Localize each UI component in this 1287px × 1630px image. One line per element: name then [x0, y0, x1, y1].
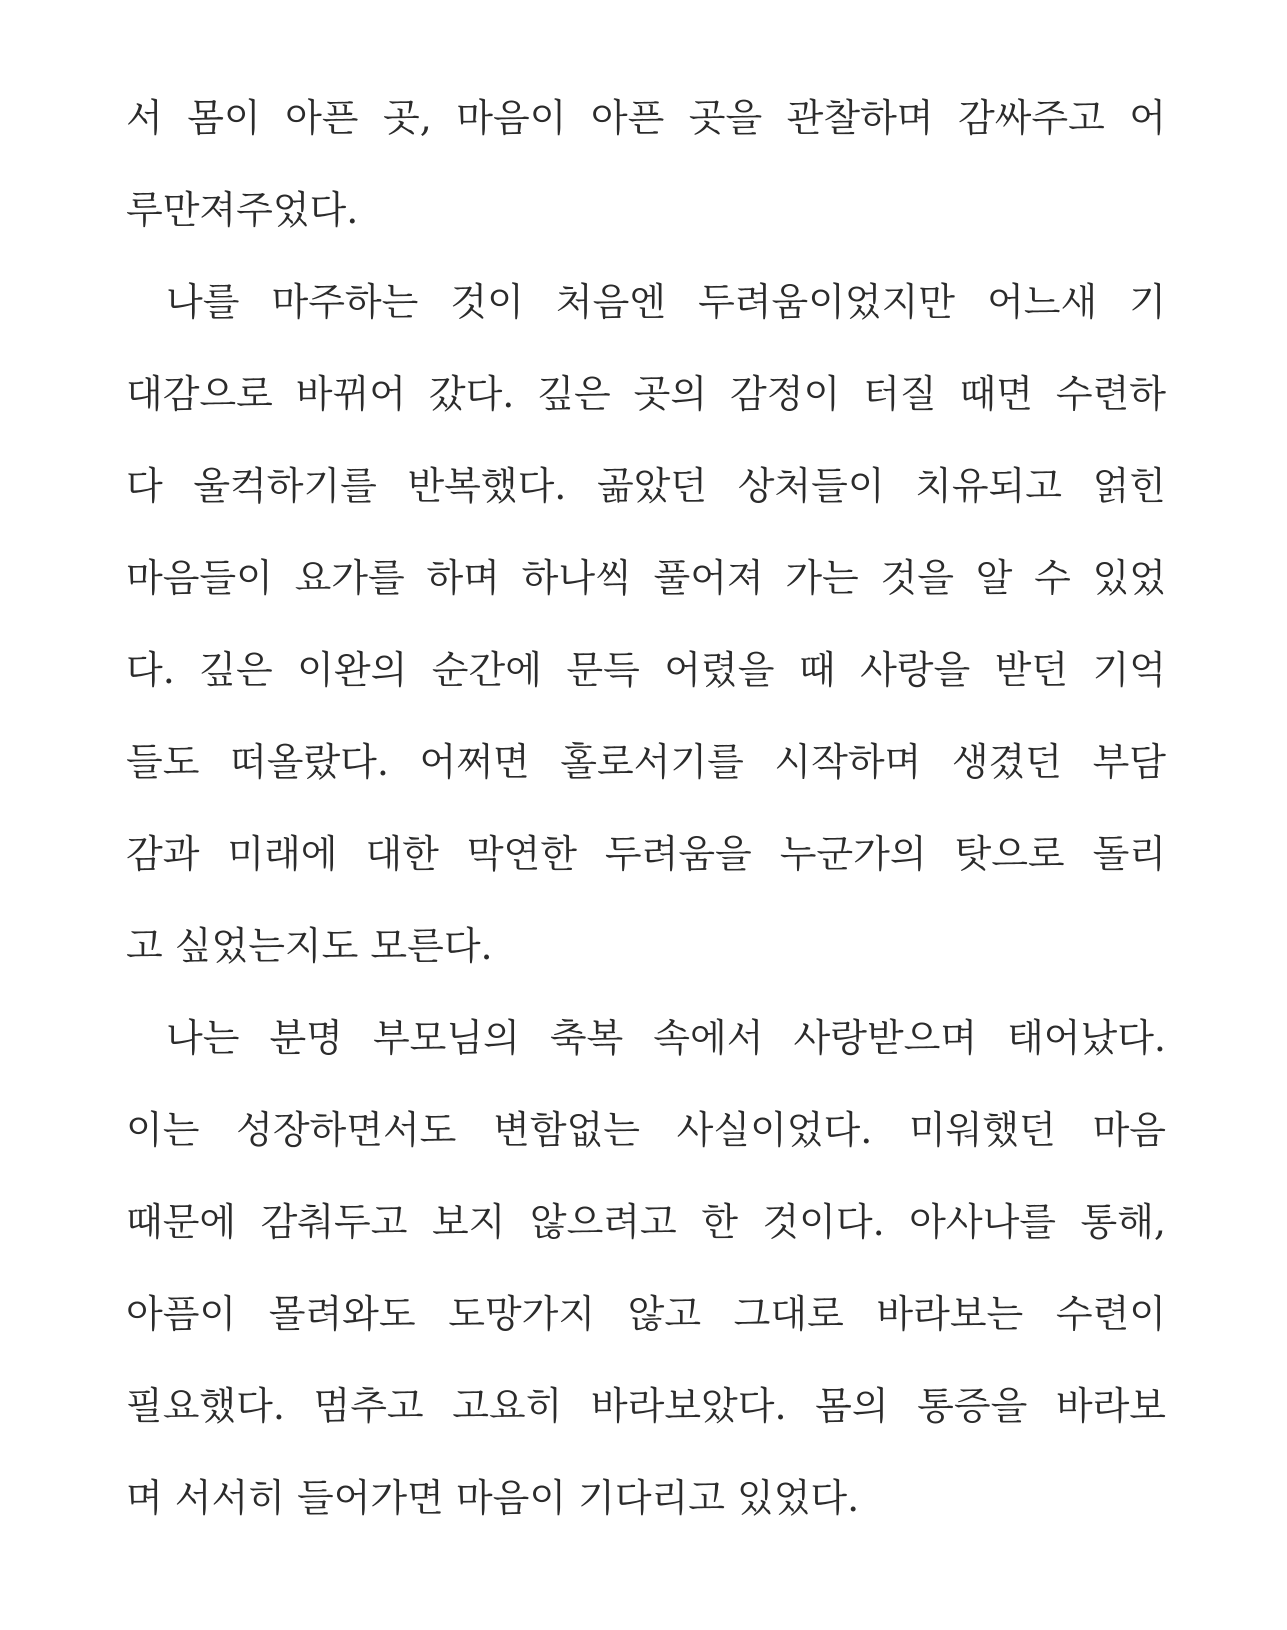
text-line: 루만져주었다. [126, 188, 359, 232]
text-line: 다 울컥하기를 반복했다. 곪았던 상처들이 치유되고 얽힌 [126, 464, 1166, 508]
text-line: 나는 분명 부모님의 축복 속에서 사랑받으며 태어났다. [166, 1016, 1166, 1060]
text-line: 때문에 감춰두고 보지 않으려고 한 것이다. 아사나를 통해, [126, 1200, 1166, 1244]
text-line: 감과 미래에 대한 막연한 두려움을 누군가의 탓으로 돌리 [126, 832, 1166, 876]
text-line: 이는 성장하면서도 변함없는 사실이었다. 미워했던 마음 [126, 1108, 1166, 1152]
text-line: 들도 떠올랐다. 어쩌면 홀로서기를 시작하며 생겼던 부담 [126, 740, 1166, 784]
text-line: 필요했다. 멈추고 고요히 바라보았다. 몸의 통증을 바라보 [126, 1384, 1166, 1428]
text-line: 아픔이 몰려와도 도망가지 않고 그대로 바라보는 수련이 [126, 1292, 1166, 1336]
text-line: 서 몸이 아픈 곳, 마음이 아픈 곳을 관찰하며 감싸주고 어 [126, 96, 1166, 140]
body-text [126, 72, 1166, 1544]
text-line: 고 싶었는지도 모른다. [126, 924, 493, 968]
text-line: 대감으로 바뀌어 갔다. 깊은 곳의 감정이 터질 때면 수련하 [126, 372, 1166, 416]
text-line: 나를 마주하는 것이 처음엔 두려움이었지만 어느새 기 [166, 280, 1166, 324]
text-line: 마음들이 요가를 하며 하나씩 풀어져 가는 것을 알 수 있었 [126, 556, 1166, 600]
text-line: 며 서서히 들어가면 마음이 기다리고 있었다. [126, 1476, 860, 1520]
text-line: 다. 깊은 이완의 순간에 문득 어렸을 때 사랑을 받던 기억 [126, 648, 1166, 692]
